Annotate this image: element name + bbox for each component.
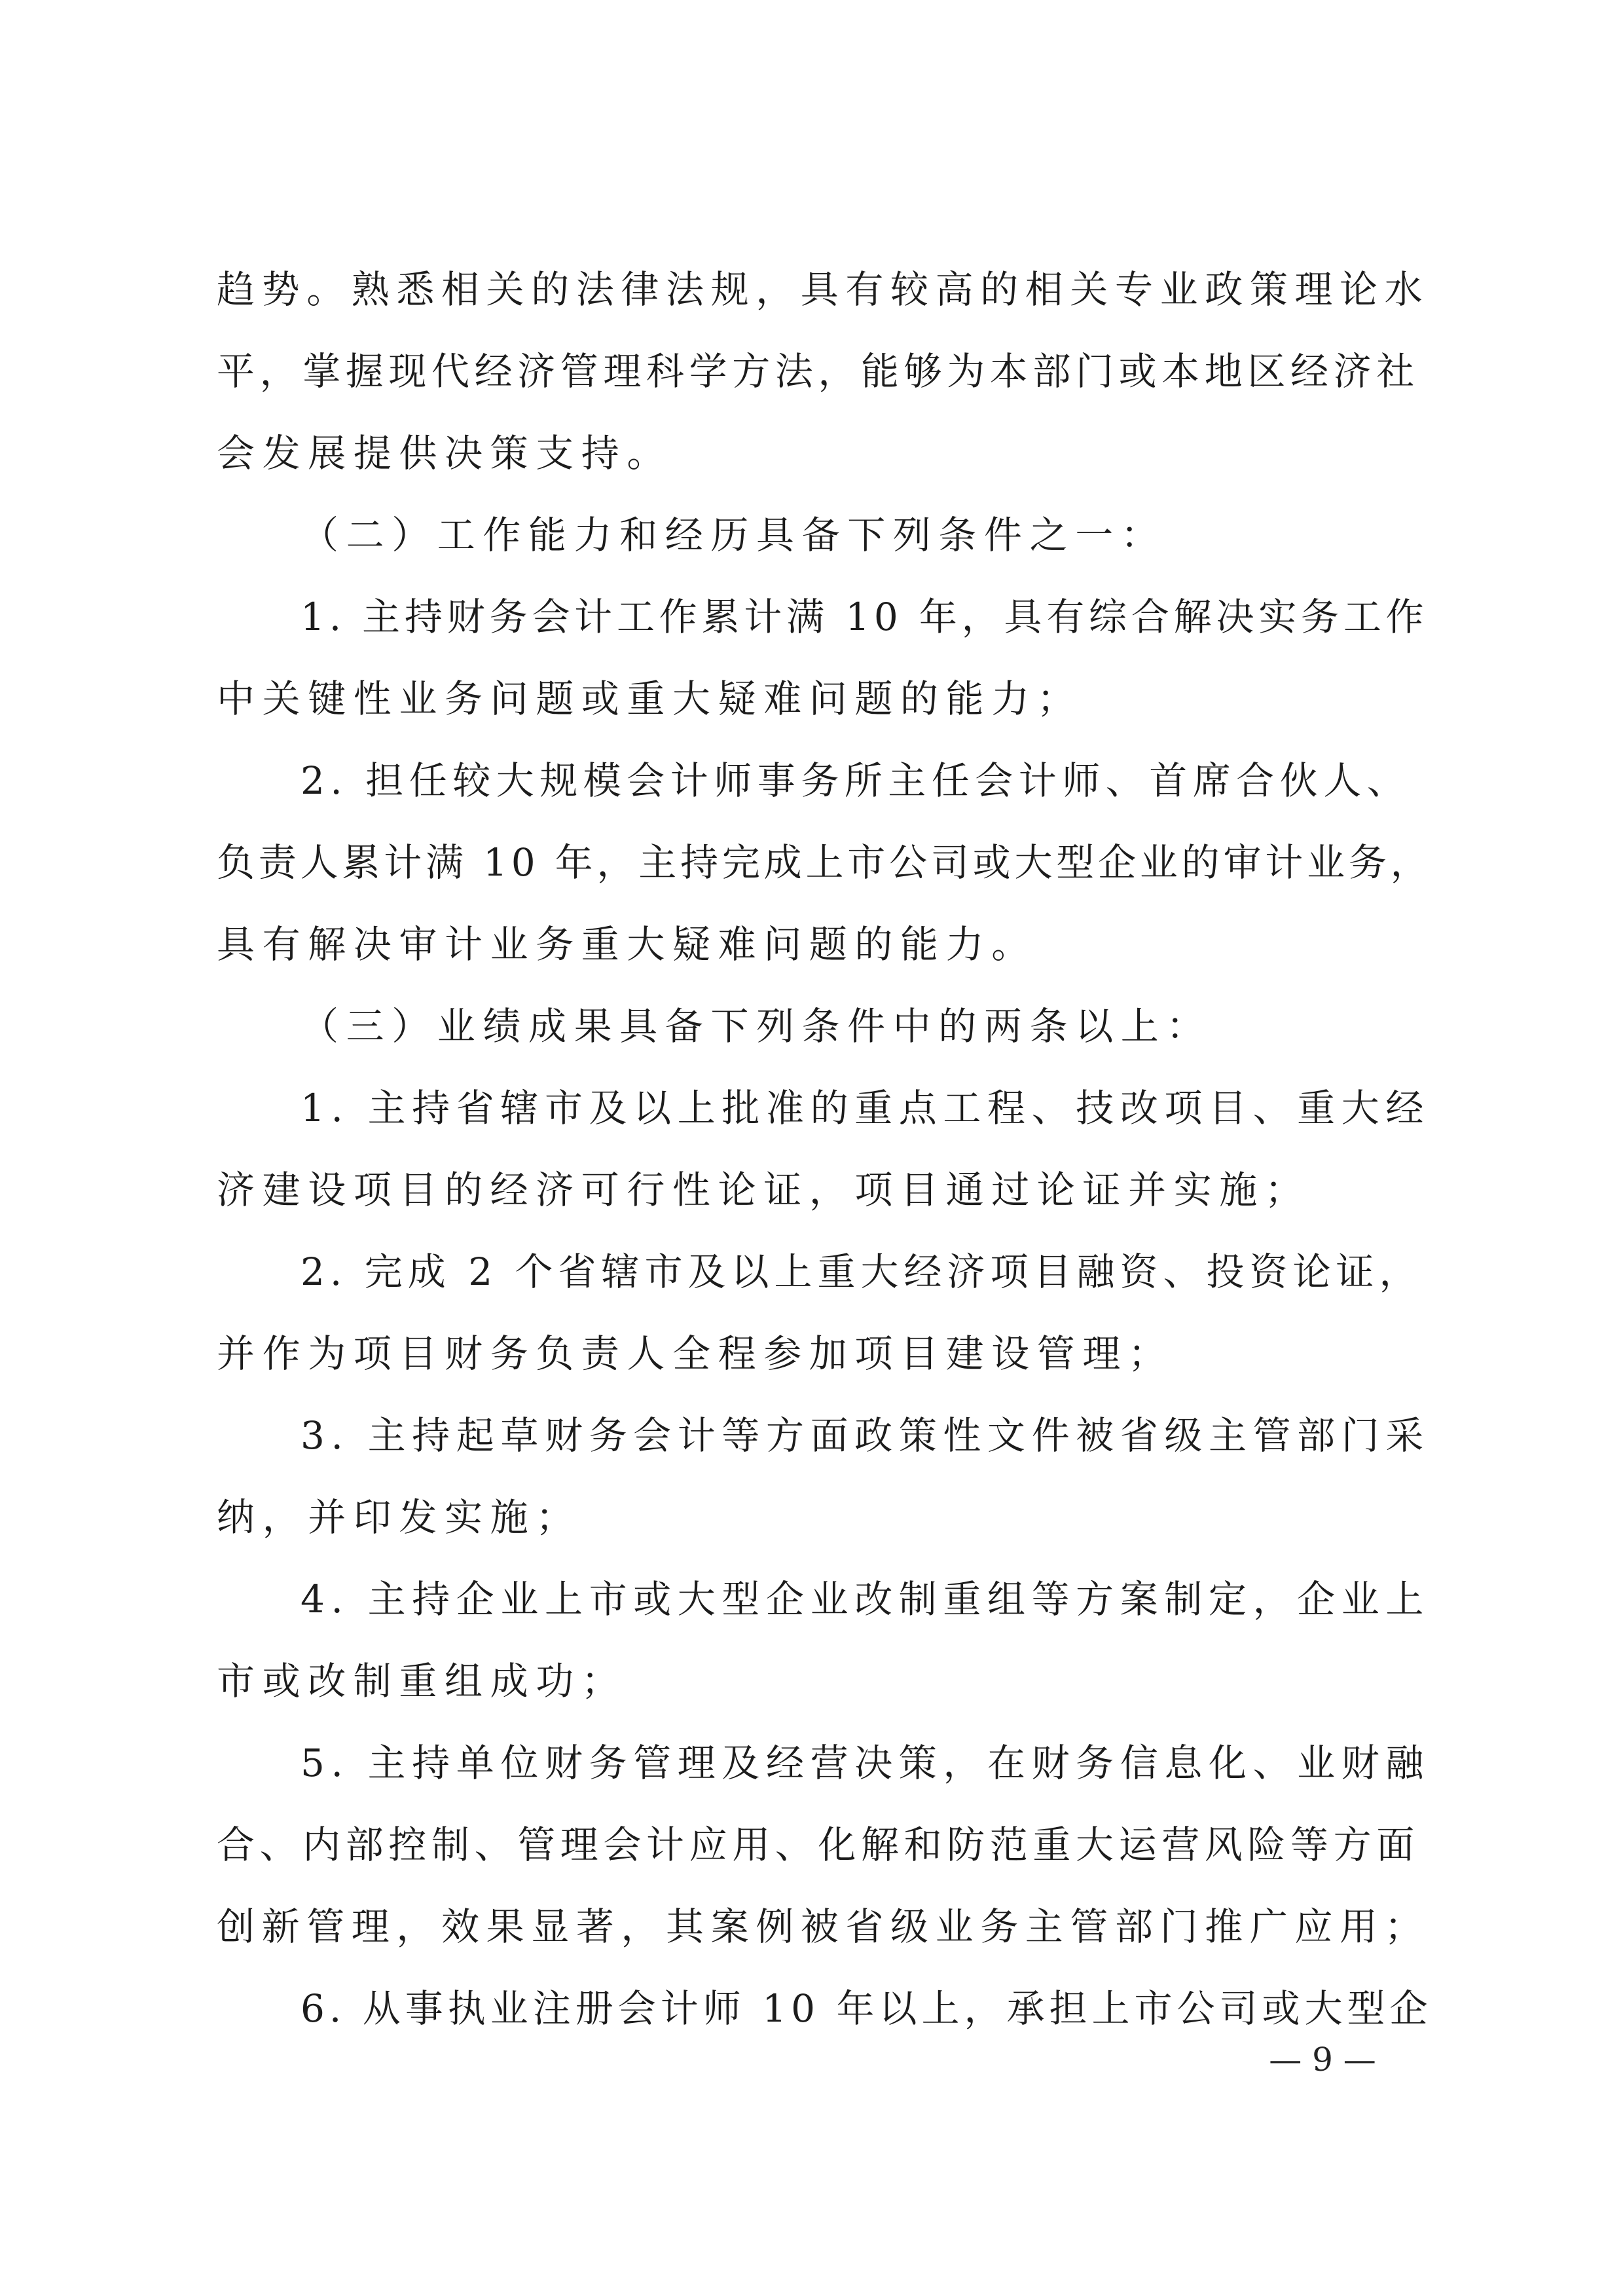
line-text: 4. 主持企业上市或大型企业改制重组等方案制定，企业上 xyxy=(301,1577,1430,1621)
line-text: 6. 从事执业注册会计师 10 年以上，承担上市公司或大型企 xyxy=(301,1986,1432,2031)
list-item-line xyxy=(0,1557,1623,1642)
list-item-line xyxy=(0,1802,1623,1887)
list-item-line xyxy=(0,656,1623,741)
line-text: 负责人累计满 10 年，主持完成上市公司或大型企业的审计业务， xyxy=(217,840,1432,885)
list-item-line xyxy=(0,1475,1623,1560)
list-item-line xyxy=(0,1311,1623,1396)
list-item-line xyxy=(0,1229,1623,1314)
line-text: 1. 主持省辖市及以上批准的重点工程、技改项目、重大经 xyxy=(301,1086,1430,1130)
line-text: 纳，并印发实施； xyxy=(217,1495,581,1540)
line-text: 创新管理，效果显著，其案例被省级业务主管部门推广应用； xyxy=(217,1904,1430,1949)
line-text: 2. 完成 2 个省辖市及以上重大经济项目融资、投资论证， xyxy=(301,1250,1423,1294)
line-text: 5. 主持单位财务管理及经营决策，在财务信息化、业财融 xyxy=(301,1741,1430,1785)
list-item-line xyxy=(0,1639,1623,1724)
line-text: 合、内部控制、管理会计应用、化解和防范重大运营风险等方面 xyxy=(217,1823,1419,1867)
list-item-line xyxy=(0,902,1623,987)
body-text-line xyxy=(0,411,1623,496)
line-text: 并作为项目财务负责人全程参加项目建设管理； xyxy=(217,1331,1174,1376)
list-item-line xyxy=(0,574,1623,659)
section-heading xyxy=(0,492,1623,578)
line-text: 中关键性业务问题或重大疑难问题的能力； xyxy=(217,676,1083,721)
list-item-line xyxy=(0,1720,1623,1805)
list-item-line xyxy=(0,1065,1623,1151)
line-text: 具有解决审计业务重大疑难问题的能力。 xyxy=(217,922,1037,967)
line-text: 3. 主持起草财务会计等方面政策性文件被省级主管部门采 xyxy=(301,1413,1430,1458)
section-heading-text: （二）工作能力和经历具备下列条件之一： xyxy=(301,513,1167,557)
line-text: 平，掌握现代经济管理科学方法，能够为本部门或本地区经济社 xyxy=(217,349,1419,394)
body-text-line xyxy=(0,247,1623,332)
body-text-line xyxy=(0,329,1623,414)
section-heading xyxy=(0,984,1623,1069)
line-text: 1. 主持财务会计工作累计满 10 年，具有综合解决实务工作 xyxy=(301,595,1429,639)
list-item-line xyxy=(0,1393,1623,1478)
line-text: 市或改制重组成功； xyxy=(217,1659,627,1703)
line-text: 2. 担任较大规模会计师事务所主任会计师、首席合伙人、 xyxy=(301,758,1411,803)
list-item-line xyxy=(0,1147,1623,1232)
list-item-line xyxy=(0,820,1623,905)
section-heading-text: （三）业绩成果具备下列条件中的两条以上： xyxy=(301,1004,1213,1048)
line-text: 济建设项目的经济可行性论证，项目通过论证并实施； xyxy=(217,1168,1311,1212)
list-item-line xyxy=(0,738,1623,823)
page-number: — 9 — xyxy=(1269,2041,1376,2079)
list-item-line xyxy=(0,1884,1623,1969)
line-text: 趋势。熟悉相关的法律法规，具有较高的相关专业政策理论水 xyxy=(217,267,1430,312)
line-text: 会发展提供决策支持。 xyxy=(217,431,673,475)
